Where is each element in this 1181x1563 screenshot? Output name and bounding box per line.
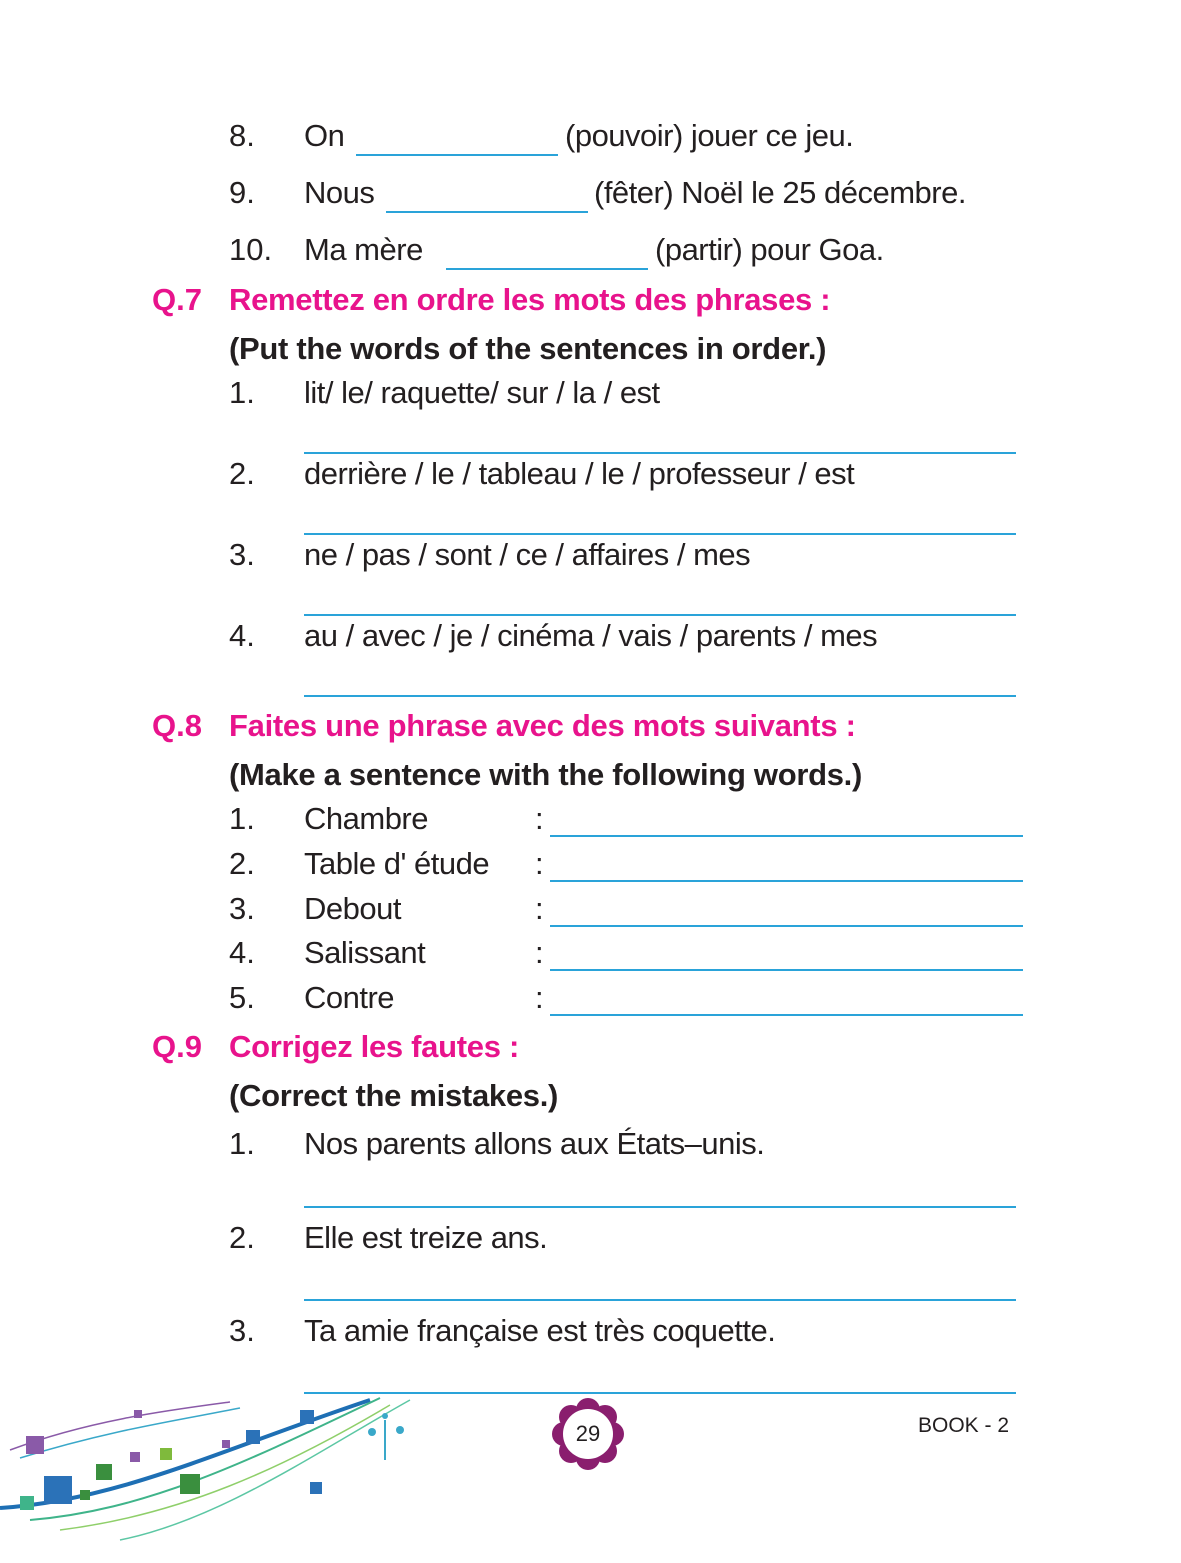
item-text-before: On [304, 118, 345, 153]
item-text-after: (partir) pour Goa. [655, 232, 884, 267]
item-text-before: Nous [304, 175, 375, 210]
item-number: 9. [229, 175, 255, 210]
answer-line[interactable] [304, 533, 1016, 535]
item-number: 10. [229, 232, 273, 267]
item-word: Debout [304, 891, 401, 926]
item-number: 3. [229, 1313, 255, 1348]
answer-line[interactable] [550, 880, 1023, 882]
page-number-badge [552, 1398, 624, 1470]
item-text: ne / pas / sont / ce / affaires / mes [304, 537, 751, 572]
item-number: 5. [229, 980, 255, 1015]
q9-label: Q.9 [152, 1029, 202, 1064]
answer-line[interactable] [304, 614, 1016, 616]
item-number: 8. [229, 118, 255, 153]
item-text: Elle est treize ans. [304, 1220, 548, 1255]
q8-subtitle: (Make a sentence with the following words.) [229, 757, 863, 792]
item-number: 2. [229, 1220, 255, 1255]
item-word: Contre [304, 980, 395, 1015]
fill-in-blank[interactable] [356, 154, 558, 156]
decorative-swirl-graphic [0, 1390, 430, 1550]
fill-in-blank[interactable] [446, 268, 648, 270]
q9-title: Corrigez les fautes : [229, 1029, 520, 1064]
q9-subtitle: (Correct the mistakes.) [229, 1078, 559, 1113]
colon: : [535, 846, 544, 881]
item-number: 4. [229, 618, 255, 653]
answer-line[interactable] [550, 835, 1023, 837]
item-text: Ta amie française est très coquette. [304, 1313, 776, 1348]
item-text-after: (pouvoir) jouer ce jeu. [565, 118, 854, 153]
q7-subtitle: (Put the words of the sentences in order.) [229, 331, 827, 366]
item-text-before: Ma mère [304, 232, 423, 267]
item-number: 3. [229, 891, 255, 926]
item-number: 2. [229, 846, 255, 881]
fill-in-blank[interactable] [386, 211, 588, 213]
answer-line[interactable] [304, 1299, 1016, 1301]
item-number: 4. [229, 935, 255, 970]
q7-label: Q.7 [152, 282, 202, 317]
colon: : [535, 891, 544, 926]
colon: : [535, 935, 544, 970]
colon: : [535, 980, 544, 1015]
answer-line[interactable] [304, 1206, 1016, 1208]
answer-line[interactable] [304, 452, 1016, 454]
item-number: 2. [229, 456, 255, 491]
item-text: lit/ le/ raquette/ sur / la / est [304, 375, 660, 410]
answer-line[interactable] [550, 925, 1023, 927]
item-word: Salissant [304, 935, 426, 970]
page-number: 29 [575, 1421, 601, 1446]
answer-line[interactable] [550, 969, 1023, 971]
item-number: 1. [229, 801, 255, 836]
item-number: 1. [229, 1126, 255, 1161]
book-label: BOOK - 2 [918, 1414, 1010, 1437]
colon: : [535, 801, 544, 836]
item-text-after: (fêter) Noël le 25 décembre. [594, 175, 966, 210]
item-text: au / avec / je / cinéma / vais / parents / mes [304, 618, 878, 653]
item-word: Table d' étude [304, 846, 490, 881]
q8-label: Q.8 [152, 708, 202, 743]
q7-title: Remettez en ordre les mots des phrases : [229, 282, 831, 317]
item-word: Chambre [304, 801, 428, 836]
answer-line[interactable] [550, 1014, 1023, 1016]
q8-title: Faites une phrase avec des mots suivants : [229, 708, 856, 743]
item-text: derrière / le / tableau / le / professeur / est [304, 456, 855, 491]
item-text: Nos parents allons aux États–unis. [304, 1126, 765, 1161]
item-number: 3. [229, 537, 255, 572]
item-number: 1. [229, 375, 255, 410]
answer-line[interactable] [304, 695, 1016, 697]
